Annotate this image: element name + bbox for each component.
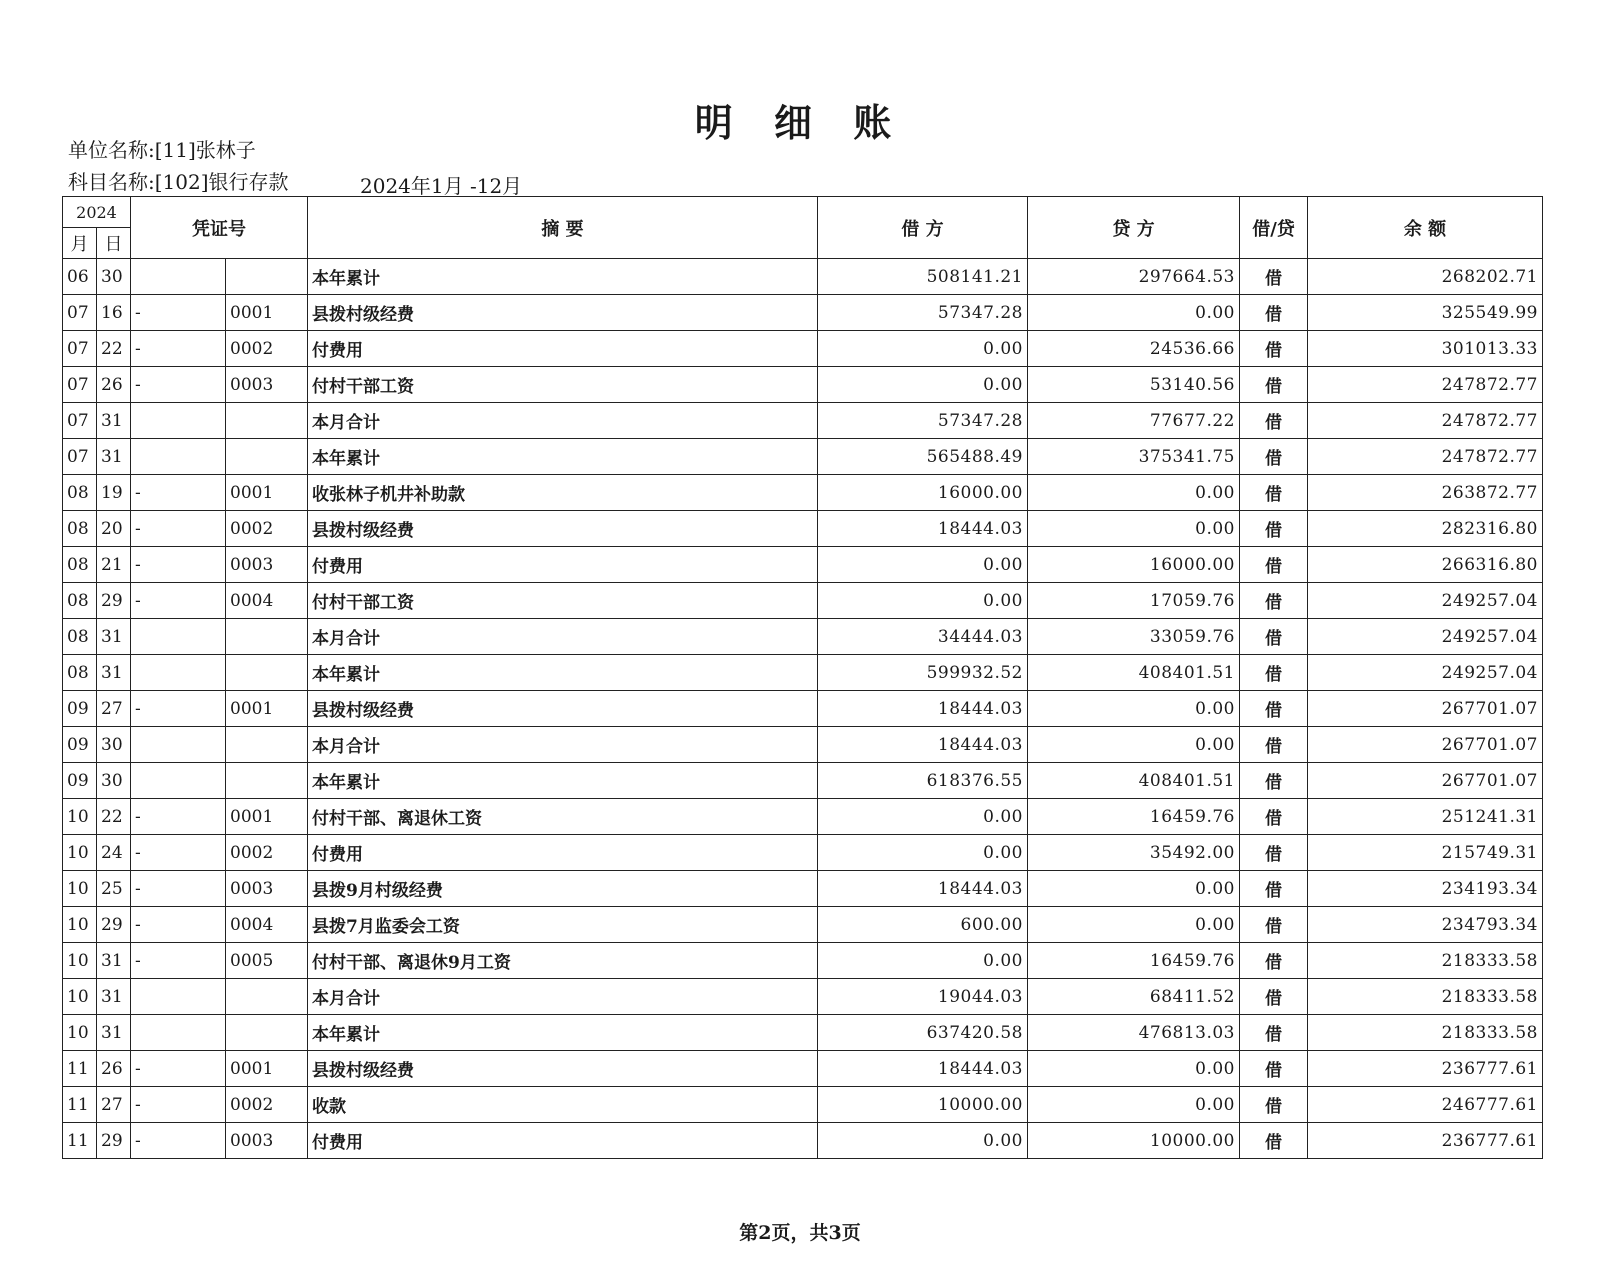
day-cell: 31 <box>97 655 131 691</box>
credit-cell: 0.00 <box>1028 511 1240 547</box>
debit-cell: 18444.03 <box>818 871 1028 907</box>
voucher-type-cell: - <box>131 1123 226 1159</box>
summary-cell: 本年累计 <box>308 655 818 691</box>
summary-cell: 县拨村级经费 <box>308 295 818 331</box>
debit-cell: 18444.03 <box>818 727 1028 763</box>
direction-cell: 借 <box>1240 403 1308 439</box>
direction-cell: 借 <box>1240 871 1308 907</box>
voucher-type-cell: - <box>131 1087 226 1123</box>
table-row <box>63 619 1543 655</box>
voucher-number-cell: 0005 <box>226 943 308 979</box>
direction-cell: 借 <box>1240 1087 1308 1123</box>
voucher-type-cell: - <box>131 871 226 907</box>
subject-name: 科目名称:[102]银行存款 <box>68 170 289 194</box>
direction-cell: 借 <box>1240 1123 1308 1159</box>
summary-cell: 付村干部、离退休工资 <box>308 799 818 835</box>
direction-cell: 借 <box>1240 727 1308 763</box>
ledger-title: 明 细 账 <box>694 100 906 145</box>
voucher-number-cell: 0001 <box>226 475 308 511</box>
balance-cell: 301013.33 <box>1308 331 1543 367</box>
voucher-type-cell: - <box>131 295 226 331</box>
credit-cell: 68411.52 <box>1028 979 1240 1015</box>
voucher-number-cell: 0003 <box>226 367 308 403</box>
month-cell: 09 <box>63 691 97 727</box>
month-cell: 11 <box>63 1051 97 1087</box>
debit-cell: 19044.03 <box>818 979 1028 1015</box>
debit-cell: 0.00 <box>818 331 1028 367</box>
credit-cell: 16000.00 <box>1028 547 1240 583</box>
balance-cell: 247872.77 <box>1308 439 1543 475</box>
voucher-number-cell: 0001 <box>226 691 308 727</box>
voucher-type-cell: - <box>131 583 226 619</box>
voucher-number-cell <box>226 1015 308 1051</box>
credit-cell: 0.00 <box>1028 1087 1240 1123</box>
month-cell: 08 <box>63 583 97 619</box>
balance-cell: 251241.31 <box>1308 799 1543 835</box>
credit-cell: 33059.76 <box>1028 619 1240 655</box>
voucher-number-cell: 0001 <box>226 799 308 835</box>
voucher-number-cell <box>226 259 308 295</box>
summary-cell: 本年累计 <box>308 1015 818 1051</box>
month-cell: 10 <box>63 1015 97 1051</box>
debit-cell: 0.00 <box>818 835 1028 871</box>
voucher-number-cell: 0003 <box>226 547 308 583</box>
day-cell: 24 <box>97 835 131 871</box>
voucher-number-cell: 0002 <box>226 331 308 367</box>
table-row <box>63 295 1543 331</box>
summary-cell: 县拨村级经费 <box>308 1051 818 1087</box>
debit-cell: 600.00 <box>818 907 1028 943</box>
debit-cell: 18444.03 <box>818 1051 1028 1087</box>
voucher-type-cell: - <box>131 691 226 727</box>
balance-cell: 236777.61 <box>1308 1051 1543 1087</box>
credit-cell: 0.00 <box>1028 691 1240 727</box>
summary-cell: 县拨9月村级经费 <box>308 871 818 907</box>
balance-cell: 247872.77 <box>1308 403 1543 439</box>
balance-cell: 236777.61 <box>1308 1123 1543 1159</box>
month-cell: 08 <box>63 511 97 547</box>
debit-cell: 508141.21 <box>818 259 1028 295</box>
balance-cell: 282316.80 <box>1308 511 1543 547</box>
debit-cell: 57347.28 <box>818 295 1028 331</box>
voucher-number-cell <box>226 403 308 439</box>
credit-cell: 0.00 <box>1028 727 1240 763</box>
header-credit: 贷 方 <box>1028 197 1240 259</box>
credit-cell: 53140.56 <box>1028 367 1240 403</box>
credit-cell: 375341.75 <box>1028 439 1240 475</box>
day-cell: 20 <box>97 511 131 547</box>
summary-cell: 本年累计 <box>308 439 818 475</box>
month-cell: 08 <box>63 547 97 583</box>
ledger-table <box>62 196 1543 1159</box>
voucher-number-cell: 0001 <box>226 1051 308 1087</box>
month-cell: 09 <box>63 727 97 763</box>
debit-cell: 0.00 <box>818 583 1028 619</box>
month-cell: 07 <box>63 439 97 475</box>
summary-cell: 付费用 <box>308 1123 818 1159</box>
day-cell: 31 <box>97 1015 131 1051</box>
voucher-type-cell: - <box>131 799 226 835</box>
credit-cell: 77677.22 <box>1028 403 1240 439</box>
debit-cell: 0.00 <box>818 367 1028 403</box>
day-cell: 25 <box>97 871 131 907</box>
summary-cell: 付费用 <box>308 835 818 871</box>
day-cell: 29 <box>97 583 131 619</box>
header-year: 2024 <box>63 197 131 228</box>
header-debit: 借 方 <box>818 197 1028 259</box>
table-row <box>63 583 1543 619</box>
table-row <box>63 655 1543 691</box>
voucher-type-cell: - <box>131 943 226 979</box>
direction-cell: 借 <box>1240 259 1308 295</box>
period: 2024年1月 -12月 <box>360 174 523 198</box>
balance-cell: 247872.77 <box>1308 367 1543 403</box>
direction-cell: 借 <box>1240 1015 1308 1051</box>
direction-cell: 借 <box>1240 763 1308 799</box>
balance-cell: 267701.07 <box>1308 763 1543 799</box>
balance-cell: 325549.99 <box>1308 295 1543 331</box>
table-row <box>63 691 1543 727</box>
header-month: 月 <box>63 228 97 259</box>
voucher-number-cell <box>226 763 308 799</box>
direction-cell: 借 <box>1240 295 1308 331</box>
day-cell: 31 <box>97 979 131 1015</box>
summary-cell: 县拨村级经费 <box>308 511 818 547</box>
voucher-type-cell <box>131 1015 226 1051</box>
credit-cell: 0.00 <box>1028 295 1240 331</box>
voucher-number-cell: 0003 <box>226 1123 308 1159</box>
voucher-number-cell: 0002 <box>226 1087 308 1123</box>
day-cell: 22 <box>97 799 131 835</box>
page-number: 第2页，共3页 <box>739 1222 861 1244</box>
balance-cell: 234793.34 <box>1308 907 1543 943</box>
table-row <box>63 871 1543 907</box>
direction-cell: 借 <box>1240 583 1308 619</box>
direction-cell: 借 <box>1240 655 1308 691</box>
month-cell: 10 <box>63 799 97 835</box>
month-cell: 11 <box>63 1087 97 1123</box>
day-cell: 21 <box>97 547 131 583</box>
direction-cell: 借 <box>1240 475 1308 511</box>
month-cell: 08 <box>63 619 97 655</box>
table-row <box>63 799 1543 835</box>
voucher-number-cell <box>226 655 308 691</box>
voucher-type-cell: - <box>131 511 226 547</box>
credit-cell: 476813.03 <box>1028 1015 1240 1051</box>
balance-cell: 266316.80 <box>1308 547 1543 583</box>
month-cell: 09 <box>63 763 97 799</box>
balance-cell: 246777.61 <box>1308 1087 1543 1123</box>
day-cell: 27 <box>97 691 131 727</box>
header-summary: 摘 要 <box>308 197 818 259</box>
month-cell: 11 <box>63 1123 97 1159</box>
voucher-number-cell: 0004 <box>226 907 308 943</box>
summary-cell: 本年累计 <box>308 763 818 799</box>
day-cell: 31 <box>97 619 131 655</box>
voucher-type-cell: - <box>131 547 226 583</box>
debit-cell: 0.00 <box>818 799 1028 835</box>
month-cell: 10 <box>63 907 97 943</box>
voucher-number-cell: 0003 <box>226 871 308 907</box>
credit-cell: 16459.76 <box>1028 943 1240 979</box>
unit-name: 单位名称:[11]张林子 <box>68 138 256 162</box>
debit-cell: 0.00 <box>818 1123 1028 1159</box>
header-direction: 借/贷 <box>1240 197 1308 259</box>
summary-cell: 本月合计 <box>308 979 818 1015</box>
month-cell: 06 <box>63 259 97 295</box>
voucher-type-cell: - <box>131 367 226 403</box>
balance-cell: 249257.04 <box>1308 583 1543 619</box>
ledger-body <box>63 259 1543 1159</box>
credit-cell: 10000.00 <box>1028 1123 1240 1159</box>
voucher-type-cell <box>131 727 226 763</box>
voucher-type-cell: - <box>131 331 226 367</box>
table-row <box>63 835 1543 871</box>
voucher-type-cell <box>131 619 226 655</box>
table-row <box>63 403 1543 439</box>
voucher-number-cell <box>226 979 308 1015</box>
balance-cell: 268202.71 <box>1308 259 1543 295</box>
credit-cell: 0.00 <box>1028 475 1240 511</box>
summary-cell: 收张林子机井补助款 <box>308 475 818 511</box>
summary-cell: 付费用 <box>308 547 818 583</box>
summary-cell: 本月合计 <box>308 619 818 655</box>
summary-cell: 县拨村级经费 <box>308 691 818 727</box>
credit-cell: 35492.00 <box>1028 835 1240 871</box>
direction-cell: 借 <box>1240 979 1308 1015</box>
credit-cell: 0.00 <box>1028 907 1240 943</box>
table-row <box>63 439 1543 475</box>
day-cell: 26 <box>97 1051 131 1087</box>
direction-cell: 借 <box>1240 691 1308 727</box>
summary-cell: 收款 <box>308 1087 818 1123</box>
direction-cell: 借 <box>1240 439 1308 475</box>
debit-cell: 0.00 <box>818 547 1028 583</box>
credit-cell: 408401.51 <box>1028 655 1240 691</box>
direction-cell: 借 <box>1240 547 1308 583</box>
day-cell: 29 <box>97 1123 131 1159</box>
voucher-type-cell: - <box>131 907 226 943</box>
month-cell: 07 <box>63 295 97 331</box>
day-cell: 30 <box>97 763 131 799</box>
direction-cell: 借 <box>1240 619 1308 655</box>
voucher-type-cell <box>131 259 226 295</box>
voucher-number-cell: 0002 <box>226 835 308 871</box>
credit-cell: 0.00 <box>1028 871 1240 907</box>
voucher-type-cell <box>131 763 226 799</box>
header-voucher: 凭证号 <box>131 197 308 259</box>
voucher-number-cell: 0001 <box>226 295 308 331</box>
summary-cell: 本月合计 <box>308 727 818 763</box>
header-balance: 余 额 <box>1308 197 1543 259</box>
day-cell: 29 <box>97 907 131 943</box>
month-cell: 08 <box>63 475 97 511</box>
voucher-number-cell: 0002 <box>226 511 308 547</box>
summary-cell: 本月合计 <box>308 403 818 439</box>
day-cell: 31 <box>97 403 131 439</box>
voucher-number-cell <box>226 619 308 655</box>
day-cell: 19 <box>97 475 131 511</box>
table-row <box>63 1123 1543 1159</box>
table-row <box>63 907 1543 943</box>
summary-cell: 付村干部、离退休9月工资 <box>308 943 818 979</box>
summary-cell: 付费用 <box>308 331 818 367</box>
month-cell: 10 <box>63 871 97 907</box>
debit-cell: 618376.55 <box>818 763 1028 799</box>
table-row <box>63 1015 1543 1051</box>
voucher-type-cell <box>131 439 226 475</box>
balance-cell: 218333.58 <box>1308 1015 1543 1051</box>
day-cell: 22 <box>97 331 131 367</box>
credit-cell: 0.00 <box>1028 1051 1240 1087</box>
day-cell: 30 <box>97 259 131 295</box>
credit-cell: 24536.66 <box>1028 331 1240 367</box>
voucher-type-cell <box>131 403 226 439</box>
debit-cell: 16000.00 <box>818 475 1028 511</box>
balance-cell: 249257.04 <box>1308 619 1543 655</box>
table-row <box>63 511 1543 547</box>
day-cell: 31 <box>97 943 131 979</box>
table-row <box>63 475 1543 511</box>
month-cell: 10 <box>63 979 97 1015</box>
table-row <box>63 727 1543 763</box>
voucher-type-cell: - <box>131 1051 226 1087</box>
debit-cell: 10000.00 <box>818 1087 1028 1123</box>
day-cell: 26 <box>97 367 131 403</box>
header-day: 日 <box>97 228 131 259</box>
direction-cell: 借 <box>1240 943 1308 979</box>
header-row-top <box>63 197 1543 228</box>
direction-cell: 借 <box>1240 331 1308 367</box>
table-row <box>63 367 1543 403</box>
direction-cell: 借 <box>1240 907 1308 943</box>
table-row <box>63 943 1543 979</box>
debit-cell: 57347.28 <box>818 403 1028 439</box>
balance-cell: 267701.07 <box>1308 727 1543 763</box>
debit-cell: 18444.03 <box>818 691 1028 727</box>
day-cell: 27 <box>97 1087 131 1123</box>
balance-cell: 267701.07 <box>1308 691 1543 727</box>
summary-cell: 付村干部工资 <box>308 583 818 619</box>
voucher-type-cell: - <box>131 475 226 511</box>
table-row <box>63 547 1543 583</box>
summary-cell: 本年累计 <box>308 259 818 295</box>
direction-cell: 借 <box>1240 511 1308 547</box>
credit-cell: 16459.76 <box>1028 799 1240 835</box>
table-row <box>63 1051 1543 1087</box>
balance-cell: 234193.34 <box>1308 871 1543 907</box>
debit-cell: 637420.58 <box>818 1015 1028 1051</box>
voucher-number-cell <box>226 727 308 763</box>
month-cell: 10 <box>63 835 97 871</box>
credit-cell: 17059.76 <box>1028 583 1240 619</box>
balance-cell: 249257.04 <box>1308 655 1543 691</box>
month-cell: 08 <box>63 655 97 691</box>
month-cell: 07 <box>63 367 97 403</box>
direction-cell: 借 <box>1240 835 1308 871</box>
month-cell: 10 <box>63 943 97 979</box>
table-row <box>63 763 1543 799</box>
month-cell: 07 <box>63 403 97 439</box>
direction-cell: 借 <box>1240 367 1308 403</box>
voucher-type-cell <box>131 655 226 691</box>
debit-cell: 18444.03 <box>818 511 1028 547</box>
month-cell: 07 <box>63 331 97 367</box>
summary-cell: 县拨7月监委会工资 <box>308 907 818 943</box>
direction-cell: 借 <box>1240 799 1308 835</box>
summary-cell: 付村干部工资 <box>308 367 818 403</box>
debit-cell: 599932.52 <box>818 655 1028 691</box>
voucher-number-cell <box>226 439 308 475</box>
direction-cell: 借 <box>1240 1051 1308 1087</box>
debit-cell: 34444.03 <box>818 619 1028 655</box>
voucher-type-cell: - <box>131 835 226 871</box>
table-row <box>63 979 1543 1015</box>
balance-cell: 218333.58 <box>1308 979 1543 1015</box>
credit-cell: 408401.51 <box>1028 763 1240 799</box>
voucher-type-cell <box>131 979 226 1015</box>
day-cell: 16 <box>97 295 131 331</box>
balance-cell: 218333.58 <box>1308 943 1543 979</box>
balance-cell: 215749.31 <box>1308 835 1543 871</box>
day-cell: 31 <box>97 439 131 475</box>
debit-cell: 565488.49 <box>818 439 1028 475</box>
balance-cell: 263872.77 <box>1308 475 1543 511</box>
table-row <box>63 1087 1543 1123</box>
day-cell: 30 <box>97 727 131 763</box>
credit-cell: 297664.53 <box>1028 259 1240 295</box>
debit-cell: 0.00 <box>818 943 1028 979</box>
table-row <box>63 331 1543 367</box>
voucher-number-cell: 0004 <box>226 583 308 619</box>
table-row <box>63 259 1543 295</box>
